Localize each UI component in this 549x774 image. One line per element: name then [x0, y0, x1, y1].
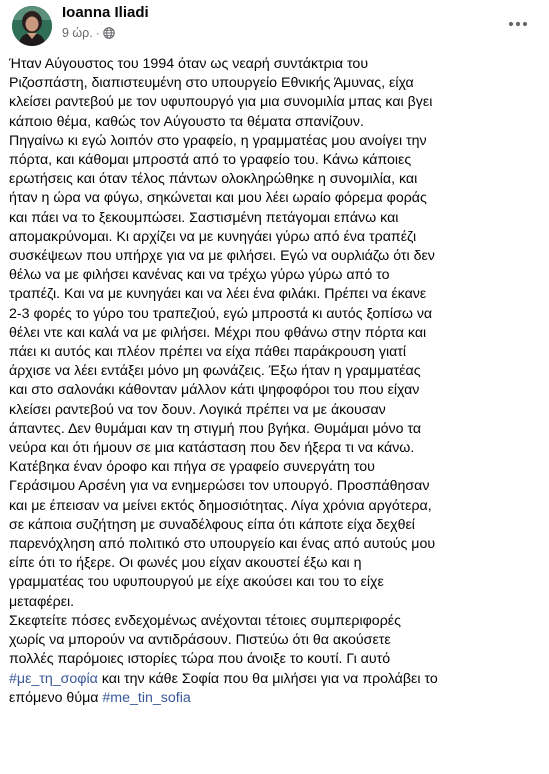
post-header [0, 0, 549, 52]
post-text [9, 55, 539, 708]
post-text-ending: και την κάθε Σοφία που θα μιλήσει για να προλάβει το επόμενο θύμα [9, 670, 438, 706]
post-meta [62, 25, 115, 41]
author-name[interactable]: Ioanna Iliadi [62, 4, 149, 21]
meta-separator: · [95, 26, 100, 40]
hashtag-link[interactable]: #me_tin_sofia [102, 689, 191, 706]
avatar[interactable] [12, 6, 52, 46]
profile-photo-icon [12, 6, 52, 46]
post-time[interactable]: 9 ώρ. [62, 26, 93, 40]
more-options-icon[interactable] [500, 6, 536, 42]
post-body [9, 55, 539, 708]
hashtag-link[interactable]: #με_τη_σοφία [9, 670, 98, 687]
globe-icon[interactable] [103, 27, 115, 39]
post-text-main: Ήταν Αύγουστος του 1994 όταν ως νεαρή συντάκτρια του Ριζοσπάστη, διαπιστευμένη στο υπουργείο Εθνικής Άμυνας, είχα κλείσει ραντεβού με τον υφυπουργό για μια συνομιλία μπας και βγει κάποιο θέμα, καθώς τον Αύγουστο τα θέματα σπανίζουν. Πηγαίνω κι εγώ λοιπόν στο γραφείο, η γραμματέας μου ανοίγει την πόρτα, και κάθομαι μπροστά από το γραφείο του. Κάνω κάποιες ερωτήσεις και όταν τέλος πάντων ολοκληρώθηκε η συνομιλία, και ήταν η ώρα να φύγω, σηκώνεται και μου λέει ωραίο φόρεμα φοράς και πάει να το ξεκουμπώσει. Σαστισμένη πετάγομαι επάνω και απομακρύνομαι. Κι αρχίζει να με κυνηγάει γύρω από ένα τραπέζι συσκέψεων που υπήρχε για να με φιλήσει. Εγώ να ουρλιάζω ότι δεν θέλω να με φιλήσει κανένας και να τρέχω γύρω γύρω από το τραπέζι. Και να με κυνηγάει και να λέει ένα φιλάκι. Πρέπει να έκανε 2-3 φορές το γύρο του τραπεζιού, εγώ μπροστά κι αυτός ξοπίσω να θέλει ντε και καλά να με φιλήσει. Μέχρι που φθάνω στην πόρτα και πάει κι αυτός και πλέον πρέπει να είχα πάθει παράκρουση γιατί άρχισε να λέει εντάξει μόνο μη φωνάζεις. Έξω ήταν η γραμματέας και στο σαλονάκι κάθονταν μάλλον κάτι ψηφοφόροι του που είχαν κλείσει ραντεβού να τον δουν. Λογικά πρέπει να με άκουσαν άπαντες. Δεν θυμάμαι καν τη στιγμή που βγήκα. Θυμάμαι μόνο τα νεύρα και ότι ήμουν σε μια κατάσταση που δεν ήξερα τι να κάνω. Κατέβηκα έναν όροφο και πήγα σε γραφείο συνεργάτη του Γεράσιμου Αρσένη για να ενημερώσει τον υπουργό. Προσπάθησαν και με έπεισαν να μείνει εκτός δημοσιότητας. Λίγα χρόνια αργότερα, σε κάποια συζήτηση με συναδέλφους είπα ότι κάποτε είχα δεχθεί παρενόχληση από πολιτικό στο υπουργείο και ένας από αυτούς μου είπε ότι το ήξερε. Οι φωνές μου είχαν ακουστεί έξω και η γραμματέας του υφυπουργού με είχε ακούσει και του το είχε μεταφέρει. Σκεφτείτε πόσες ενδεχομένως ανέχονται τέτοιες συμπεριφορές χωρίς να μπορούν να αντιδράσουν. Πιστεύω ότι θα ακούσετε πολλές παρόμοιες ιστορίες τώρα που άνοιξε το κουτί. Γι αυτό [9, 56, 436, 668]
